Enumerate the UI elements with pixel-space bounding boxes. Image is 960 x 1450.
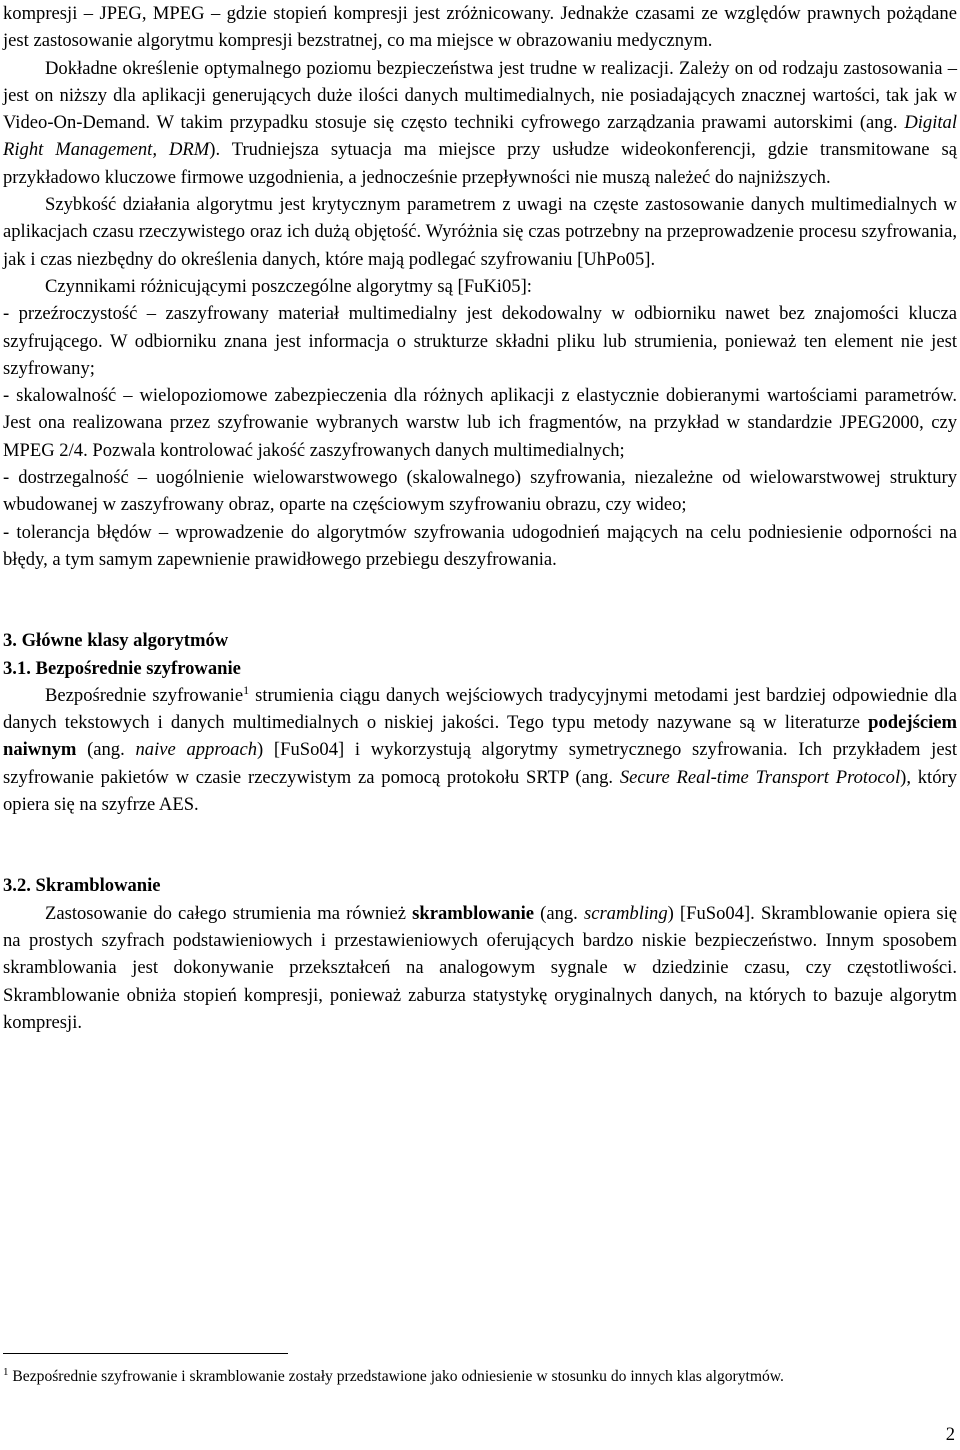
direct-encryption-text-3: ) [FuSo04] i wykorzystują algorytmy symetrycznego szyfrowania. Ich przykładem jest szyfrowanie pakietów w czasie rzeczywistym za pomocą protokołu SRTP (ang. [3,739,958,788]
footnote [3,1364,957,1389]
naive-approach-italic: naive approach [135,739,258,761]
paragraph-scrambling [3,900,957,1036]
direct-encryption-text: strumienia ciągu danych wejściowych tradycyjnymi metodami jest bardziej odpowiednie dla danych tekstowych i danych multimedialnych o niskiej jakości. Tego typu metody nazywane są w literaturze [3,684,957,734]
list-item-error-tolerance: - tolerancja błędów – wprowadzenie do algorytmów szyfrowania udogodnień mających na celu podniesienie odporności na błędy, a tym samym zapewnienie prawidłowego przebiegu deszyfrowania. [3,521,957,570]
footnote-text: Bezpośrednie szyfrowanie i skramblowanie zostały przedstawione jako odniesienie w stosunku do innych klas algorytmów. [8,1368,784,1385]
section-3-2-heading: 3.2. Skramblowanie [3,875,161,897]
footnote-separator [3,1353,288,1354]
naive-approach-bold: podejściem naiwnym [3,712,957,761]
paragraph-security-level [3,55,957,191]
paragraph-direct-encryption [3,682,957,818]
security-level-text-continued: ). Trudniejsza sytuacja ma miejsce przy usłudze wideokonferencji, gdzie transmitowane są przykładowo kluczowe firmowe uzgodnienia, a jednocześnie przepływności nie muszą należeć do najniższych. [3,139,957,188]
paragraph-compression-note: kompresji – JPEG, MPEG – gdzie stopień kompresji jest zróżnicowany. Jednakże czasami ze względów prawnych pożądane jest zastosowanie algorytmu kompresji bezstratnej, co ma miejsce w obrazowaniu medycznym. [3,3,957,52]
section-spacer [3,573,957,627]
paragraph-factors-intro: Czynnikami różnicującymi poszczególne algorytmy są [FuKi05]: [45,275,532,297]
list-item-transparency: - przeźroczystość – zaszyfrowany materiał multimedialny jest dekodowalny w odbiorniku nawet bez znajomości klucza szyfrującego. W odbiorniku znana jest informacja o strukturze składni pliku lub strumienia, ponieważ ten element nie jest szyfrowany; [3,303,957,379]
section-3-1-heading: 3.1. Bezpośrednie szyfrowanie [3,657,241,679]
direct-encryption-text-4: ), który opiera się na szyfrze AES. [3,766,957,816]
section-3-heading: 3. Główne klasy algorytmów [3,630,229,652]
paragraph-speed: Szybkość działania algorytmu jest krytycznym parametrem z uwagi na częste zastosowanie danych multimedialnych w aplikacjach czasu rzeczywistego oraz ich dużą objętość. Wyróżnia się czas potrzebny na przeprowadzenie procesu szyfrowania, jak i czas niezbędny do określenia danych, które mają podlegać szyfrowaniu [UhPo05]. [3,194,957,270]
document-page [3,0,957,1036]
srtp-term: Secure Real-time Transport Protocol [619,766,901,788]
list-item-scalability: - skalowalność – wielopoziomowe zabezpieczenia dla różnych aplikacji z elastycznie dobieranymi wartościami parametrów. Jest ona realizowana przez szyfrowanie wybranych warstw lub ich fragmentów, na przykład w standardzie JPEG2000, czy MPEG 2/4. Pozwala kontrolować jakość zaszyfrowanych danych multimedialnych; [3,385,957,461]
drm-term: Digital Right Management, DRM [3,112,957,161]
footnote-mark: 1 [3,1366,9,1378]
scrambling-italic: scrambling [583,902,668,924]
page-number: 2 [945,1424,955,1445]
section-spacer-2 [3,818,957,872]
footnote-reference: 1 [243,682,250,697]
list-item-perceptibility: - dostrzegalność – uogólnienie wielowarstwowego (skalowalnego) szyfrowania, niezależne od wielowarstwowej struktury wbudowanej w zaszyfrowany obraz, oparte na częściowym szyfrowaniu obrazu, czy wideo; [3,467,957,516]
scrambling-text-3: ) [FuSo04]. Skramblowanie opiera się na prostych szyfrach podstawieniowych i przestawieniowych oferujących bardzo niskie bezpieczeństwo. Innym sposobem skramblowania jest dokonywanie przekształceń na analogowym sygnale w dziedzinie czasu, czy częstotliwości. Skramblowanie obniża stopień kompresji, ponieważ zaburza statystykę oryginalnych danych, na których to bazuje algorytm kompresji. [3,902,957,1033]
security-level-text: Dokładne określenie optymalnego poziomu bezpieczeństwa jest trudne w realizacji. Zależy on od rodzaju zastosowania – jest on niższy dla aplikacji generujących duże ilości danych multimedialnych, nie posiadających znacznej wartości, tak jak w Video-On-Demand. W takim przypadku stosuje się często techniki cyfrowego zarządzania prawami autorskimi (ang. [3,57,957,134]
direct-encryption-text-2: (ang. [76,739,136,761]
scrambling-bold: skramblowanie [412,902,535,924]
scrambling-text-2: (ang. [534,902,584,924]
direct-encryption-term: Bezpośrednie szyfrowanie [45,684,244,706]
scrambling-text: Zastosowanie do całego strumienia ma również [45,902,413,924]
